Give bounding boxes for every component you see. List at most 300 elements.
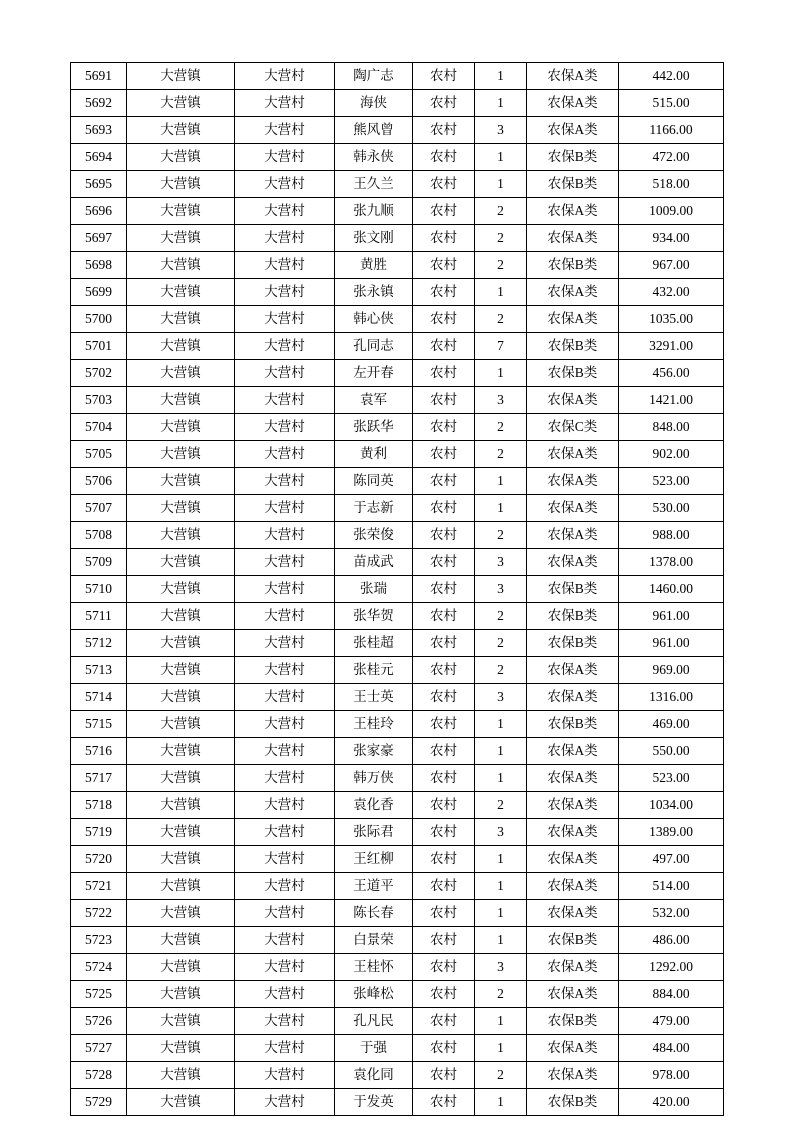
cell-amount: 432.00 [619, 279, 724, 306]
cell-amount: 532.00 [619, 900, 724, 927]
cell-person-count: 1 [475, 468, 527, 495]
cell-amount: 523.00 [619, 468, 724, 495]
cell-person-count: 2 [475, 306, 527, 333]
cell-amount: 1389.00 [619, 819, 724, 846]
table-row [71, 522, 724, 549]
cell-person-count: 3 [475, 549, 527, 576]
cell-name: 袁化香 [335, 792, 413, 819]
cell-category: 农保A类 [527, 846, 619, 873]
cell-person-count: 1 [475, 279, 527, 306]
cell-person-count: 1 [475, 144, 527, 171]
cell-person-count: 1 [475, 360, 527, 387]
cell-village: 大营村 [235, 279, 335, 306]
table-row [71, 117, 724, 144]
cell-village: 大营村 [235, 1008, 335, 1035]
cell-name: 张荣俊 [335, 522, 413, 549]
cell-village: 大营村 [235, 306, 335, 333]
cell-amount: 514.00 [619, 873, 724, 900]
cell-village: 大营村 [235, 846, 335, 873]
cell-household-type: 农村 [413, 306, 475, 333]
cell-town: 大营镇 [127, 927, 235, 954]
cell-village: 大营村 [235, 198, 335, 225]
cell-name: 王桂玲 [335, 711, 413, 738]
cell-village: 大营村 [235, 63, 335, 90]
table-row [71, 684, 724, 711]
cell-household-type: 农村 [413, 171, 475, 198]
table-row [71, 495, 724, 522]
cell-name: 张峰松 [335, 981, 413, 1008]
cell-household-type: 农村 [413, 495, 475, 522]
cell-village: 大营村 [235, 900, 335, 927]
cell-village: 大营村 [235, 981, 335, 1008]
cell-town: 大营镇 [127, 522, 235, 549]
cell-name: 陈同英 [335, 468, 413, 495]
cell-person-count: 1 [475, 171, 527, 198]
cell-village: 大营村 [235, 360, 335, 387]
cell-town: 大营镇 [127, 819, 235, 846]
table-row [71, 441, 724, 468]
cell-id: 5713 [71, 657, 127, 684]
cell-household-type: 农村 [413, 1062, 475, 1089]
cell-category: 农保A类 [527, 387, 619, 414]
cell-person-count: 3 [475, 684, 527, 711]
cell-amount: 1034.00 [619, 792, 724, 819]
cell-town: 大营镇 [127, 549, 235, 576]
cell-town: 大营镇 [127, 981, 235, 1008]
cell-category: 农保A类 [527, 63, 619, 90]
table-row [71, 738, 724, 765]
cell-household-type: 农村 [413, 441, 475, 468]
cell-amount: 961.00 [619, 603, 724, 630]
cell-town: 大营镇 [127, 1008, 235, 1035]
cell-category: 农保A类 [527, 954, 619, 981]
cell-id: 5726 [71, 1008, 127, 1035]
cell-village: 大营村 [235, 1089, 335, 1116]
cell-village: 大营村 [235, 333, 335, 360]
cell-category: 农保B类 [527, 171, 619, 198]
table-row [71, 927, 724, 954]
cell-id: 5701 [71, 333, 127, 360]
cell-category: 农保B类 [527, 576, 619, 603]
cell-amount: 902.00 [619, 441, 724, 468]
cell-town: 大营镇 [127, 630, 235, 657]
cell-amount: 1035.00 [619, 306, 724, 333]
cell-town: 大营镇 [127, 873, 235, 900]
cell-id: 5702 [71, 360, 127, 387]
cell-household-type: 农村 [413, 549, 475, 576]
cell-id: 5722 [71, 900, 127, 927]
cell-name: 袁化同 [335, 1062, 413, 1089]
cell-household-type: 农村 [413, 873, 475, 900]
cell-id: 5706 [71, 468, 127, 495]
cell-name: 熊风曾 [335, 117, 413, 144]
cell-category: 农保A类 [527, 306, 619, 333]
cell-name: 张际君 [335, 819, 413, 846]
cell-id: 5697 [71, 225, 127, 252]
cell-name: 孔凡民 [335, 1008, 413, 1035]
table-row [71, 819, 724, 846]
cell-name: 张瑞 [335, 576, 413, 603]
cell-person-count: 2 [475, 657, 527, 684]
cell-amount: 456.00 [619, 360, 724, 387]
cell-household-type: 农村 [413, 468, 475, 495]
cell-id: 5707 [71, 495, 127, 522]
cell-category: 农保A类 [527, 522, 619, 549]
cell-name: 王士英 [335, 684, 413, 711]
cell-town: 大营镇 [127, 792, 235, 819]
cell-household-type: 农村 [413, 117, 475, 144]
cell-id: 5709 [71, 549, 127, 576]
cell-id: 5704 [71, 414, 127, 441]
cell-name: 陶广志 [335, 63, 413, 90]
cell-id: 5725 [71, 981, 127, 1008]
cell-category: 农保A类 [527, 792, 619, 819]
cell-name: 张家豪 [335, 738, 413, 765]
cell-household-type: 农村 [413, 765, 475, 792]
table-row [71, 306, 724, 333]
cell-person-count: 1 [475, 711, 527, 738]
cell-amount: 3291.00 [619, 333, 724, 360]
table-row [71, 1089, 724, 1116]
cell-village: 大营村 [235, 225, 335, 252]
cell-town: 大营镇 [127, 279, 235, 306]
cell-household-type: 农村 [413, 414, 475, 441]
table-row [71, 225, 724, 252]
cell-town: 大营镇 [127, 576, 235, 603]
table-row [71, 1035, 724, 1062]
cell-town: 大营镇 [127, 333, 235, 360]
cell-town: 大营镇 [127, 657, 235, 684]
table-row [71, 252, 724, 279]
table-row [71, 171, 724, 198]
table-row [71, 981, 724, 1008]
cell-person-count: 2 [475, 792, 527, 819]
cell-id: 5698 [71, 252, 127, 279]
cell-name: 张跃华 [335, 414, 413, 441]
cell-category: 农保B类 [527, 927, 619, 954]
cell-id: 5705 [71, 441, 127, 468]
cell-id: 5724 [71, 954, 127, 981]
cell-town: 大营镇 [127, 171, 235, 198]
cell-name: 袁军 [335, 387, 413, 414]
cell-name: 海侠 [335, 90, 413, 117]
cell-village: 大营村 [235, 252, 335, 279]
cell-town: 大营镇 [127, 144, 235, 171]
cell-id: 5727 [71, 1035, 127, 1062]
cell-town: 大营镇 [127, 846, 235, 873]
cell-category: 农保A类 [527, 90, 619, 117]
cell-person-count: 2 [475, 630, 527, 657]
cell-person-count: 3 [475, 819, 527, 846]
cell-village: 大营村 [235, 630, 335, 657]
cell-amount: 523.00 [619, 765, 724, 792]
cell-person-count: 2 [475, 981, 527, 1008]
cell-person-count: 1 [475, 738, 527, 765]
cell-amount: 550.00 [619, 738, 724, 765]
cell-amount: 884.00 [619, 981, 724, 1008]
cell-person-count: 7 [475, 333, 527, 360]
cell-category: 农保A类 [527, 549, 619, 576]
cell-name: 张桂元 [335, 657, 413, 684]
cell-town: 大营镇 [127, 468, 235, 495]
cell-person-count: 3 [475, 387, 527, 414]
cell-name: 韩万侠 [335, 765, 413, 792]
cell-category: 农保A类 [527, 468, 619, 495]
cell-town: 大营镇 [127, 1062, 235, 1089]
cell-town: 大营镇 [127, 198, 235, 225]
cell-household-type: 农村 [413, 90, 475, 117]
cell-person-count: 1 [475, 873, 527, 900]
cell-person-count: 1 [475, 90, 527, 117]
cell-id: 5700 [71, 306, 127, 333]
table-body [71, 63, 724, 1116]
cell-category: 农保B类 [527, 252, 619, 279]
cell-amount: 515.00 [619, 90, 724, 117]
cell-town: 大营镇 [127, 63, 235, 90]
table-row [71, 873, 724, 900]
table-row [71, 549, 724, 576]
cell-name: 王桂怀 [335, 954, 413, 981]
cell-amount: 530.00 [619, 495, 724, 522]
cell-village: 大营村 [235, 495, 335, 522]
cell-household-type: 农村 [413, 711, 475, 738]
cell-town: 大营镇 [127, 414, 235, 441]
cell-village: 大营村 [235, 144, 335, 171]
cell-name: 张九顺 [335, 198, 413, 225]
cell-id: 5693 [71, 117, 127, 144]
cell-name: 王红柳 [335, 846, 413, 873]
cell-amount: 969.00 [619, 657, 724, 684]
cell-household-type: 农村 [413, 576, 475, 603]
cell-category: 农保A类 [527, 819, 619, 846]
table-row [71, 279, 724, 306]
cell-category: 农保B类 [527, 711, 619, 738]
cell-category: 农保A类 [527, 900, 619, 927]
cell-id: 5695 [71, 171, 127, 198]
cell-id: 5694 [71, 144, 127, 171]
table-row [71, 576, 724, 603]
table-row [71, 414, 724, 441]
cell-village: 大营村 [235, 90, 335, 117]
cell-household-type: 农村 [413, 387, 475, 414]
table-row [71, 711, 724, 738]
cell-household-type: 农村 [413, 684, 475, 711]
cell-category: 农保B类 [527, 360, 619, 387]
cell-village: 大营村 [235, 549, 335, 576]
cell-id: 5716 [71, 738, 127, 765]
cell-amount: 469.00 [619, 711, 724, 738]
table-row [71, 333, 724, 360]
cell-person-count: 2 [475, 603, 527, 630]
cell-village: 大营村 [235, 711, 335, 738]
cell-amount: 484.00 [619, 1035, 724, 1062]
cell-category: 农保A类 [527, 873, 619, 900]
cell-category: 农保B类 [527, 603, 619, 630]
cell-amount: 1378.00 [619, 549, 724, 576]
cell-village: 大营村 [235, 954, 335, 981]
cell-category: 农保B类 [527, 630, 619, 657]
cell-village: 大营村 [235, 387, 335, 414]
cell-name: 王久兰 [335, 171, 413, 198]
cell-person-count: 2 [475, 414, 527, 441]
cell-village: 大营村 [235, 684, 335, 711]
cell-amount: 1460.00 [619, 576, 724, 603]
cell-person-count: 1 [475, 927, 527, 954]
cell-town: 大营镇 [127, 117, 235, 144]
table-row [71, 468, 724, 495]
cell-name: 孔同志 [335, 333, 413, 360]
cell-id: 5708 [71, 522, 127, 549]
cell-household-type: 农村 [413, 198, 475, 225]
cell-person-count: 2 [475, 1062, 527, 1089]
cell-name: 白景荣 [335, 927, 413, 954]
cell-name: 韩心侠 [335, 306, 413, 333]
table-row [71, 900, 724, 927]
table-row [71, 360, 724, 387]
cell-category: 农保A类 [527, 495, 619, 522]
cell-person-count: 2 [475, 522, 527, 549]
cell-category: 农保A类 [527, 441, 619, 468]
table-row [71, 792, 724, 819]
cell-person-count: 1 [475, 846, 527, 873]
cell-amount: 978.00 [619, 1062, 724, 1089]
cell-name: 于强 [335, 1035, 413, 1062]
cell-category: 农保C类 [527, 414, 619, 441]
cell-household-type: 农村 [413, 1008, 475, 1035]
cell-category: 农保A类 [527, 765, 619, 792]
cell-person-count: 1 [475, 1035, 527, 1062]
cell-village: 大营村 [235, 171, 335, 198]
cell-town: 大营镇 [127, 495, 235, 522]
cell-household-type: 农村 [413, 144, 475, 171]
cell-village: 大营村 [235, 117, 335, 144]
cell-town: 大营镇 [127, 360, 235, 387]
table-row [71, 90, 724, 117]
table-row [71, 603, 724, 630]
cell-village: 大营村 [235, 657, 335, 684]
cell-id: 5710 [71, 576, 127, 603]
cell-town: 大营镇 [127, 306, 235, 333]
cell-village: 大营村 [235, 522, 335, 549]
cell-village: 大营村 [235, 819, 335, 846]
cell-id: 5696 [71, 198, 127, 225]
cell-id: 5715 [71, 711, 127, 738]
cell-name: 黄利 [335, 441, 413, 468]
cell-town: 大营镇 [127, 684, 235, 711]
cell-category: 农保A类 [527, 981, 619, 1008]
cell-village: 大营村 [235, 414, 335, 441]
cell-person-count: 3 [475, 954, 527, 981]
cell-id: 5721 [71, 873, 127, 900]
cell-town: 大营镇 [127, 711, 235, 738]
cell-household-type: 农村 [413, 819, 475, 846]
cell-household-type: 农村 [413, 1089, 475, 1116]
cell-town: 大营镇 [127, 738, 235, 765]
table-row [71, 1008, 724, 1035]
cell-person-count: 2 [475, 225, 527, 252]
cell-category: 农保A类 [527, 117, 619, 144]
cell-village: 大营村 [235, 441, 335, 468]
cell-id: 5703 [71, 387, 127, 414]
cell-household-type: 农村 [413, 900, 475, 927]
cell-name: 张永镇 [335, 279, 413, 306]
cell-id: 5691 [71, 63, 127, 90]
cell-person-count: 2 [475, 252, 527, 279]
cell-amount: 442.00 [619, 63, 724, 90]
cell-amount: 1421.00 [619, 387, 724, 414]
cell-amount: 934.00 [619, 225, 724, 252]
cell-village: 大营村 [235, 1062, 335, 1089]
cell-category: 农保A类 [527, 684, 619, 711]
cell-household-type: 农村 [413, 1035, 475, 1062]
cell-person-count: 2 [475, 198, 527, 225]
cell-id: 5728 [71, 1062, 127, 1089]
cell-category: 农保B类 [527, 333, 619, 360]
cell-household-type: 农村 [413, 630, 475, 657]
cell-category: 农保A类 [527, 657, 619, 684]
cell-name: 左开春 [335, 360, 413, 387]
cell-village: 大营村 [235, 1035, 335, 1062]
cell-id: 5729 [71, 1089, 127, 1116]
cell-id: 5717 [71, 765, 127, 792]
cell-town: 大营镇 [127, 603, 235, 630]
cell-id: 5692 [71, 90, 127, 117]
cell-amount: 988.00 [619, 522, 724, 549]
cell-amount: 518.00 [619, 171, 724, 198]
cell-amount: 497.00 [619, 846, 724, 873]
cell-amount: 967.00 [619, 252, 724, 279]
cell-amount: 1009.00 [619, 198, 724, 225]
cell-name: 陈长春 [335, 900, 413, 927]
cell-category: 农保B类 [527, 1008, 619, 1035]
cell-household-type: 农村 [413, 225, 475, 252]
cell-amount: 848.00 [619, 414, 724, 441]
cell-household-type: 农村 [413, 738, 475, 765]
cell-person-count: 3 [475, 117, 527, 144]
table-row [71, 144, 724, 171]
cell-category: 农保A类 [527, 279, 619, 306]
cell-person-count: 3 [475, 576, 527, 603]
table-row [71, 657, 724, 684]
cell-town: 大营镇 [127, 387, 235, 414]
cell-id: 5720 [71, 846, 127, 873]
cell-amount: 420.00 [619, 1089, 724, 1116]
cell-household-type: 农村 [413, 657, 475, 684]
cell-category: 农保A类 [527, 1062, 619, 1089]
cell-person-count: 1 [475, 63, 527, 90]
cell-amount: 1166.00 [619, 117, 724, 144]
cell-town: 大营镇 [127, 252, 235, 279]
cell-person-count: 1 [475, 765, 527, 792]
cell-household-type: 农村 [413, 846, 475, 873]
cell-id: 5711 [71, 603, 127, 630]
cell-village: 大营村 [235, 576, 335, 603]
cell-village: 大营村 [235, 792, 335, 819]
cell-amount: 961.00 [619, 630, 724, 657]
beneficiary-table [70, 62, 724, 1116]
cell-village: 大营村 [235, 738, 335, 765]
cell-id: 5723 [71, 927, 127, 954]
table-row [71, 63, 724, 90]
cell-town: 大营镇 [127, 765, 235, 792]
cell-name: 黄胜 [335, 252, 413, 279]
cell-household-type: 农村 [413, 981, 475, 1008]
cell-household-type: 农村 [413, 603, 475, 630]
cell-household-type: 农村 [413, 954, 475, 981]
cell-town: 大营镇 [127, 1089, 235, 1116]
cell-amount: 486.00 [619, 927, 724, 954]
cell-town: 大营镇 [127, 1035, 235, 1062]
